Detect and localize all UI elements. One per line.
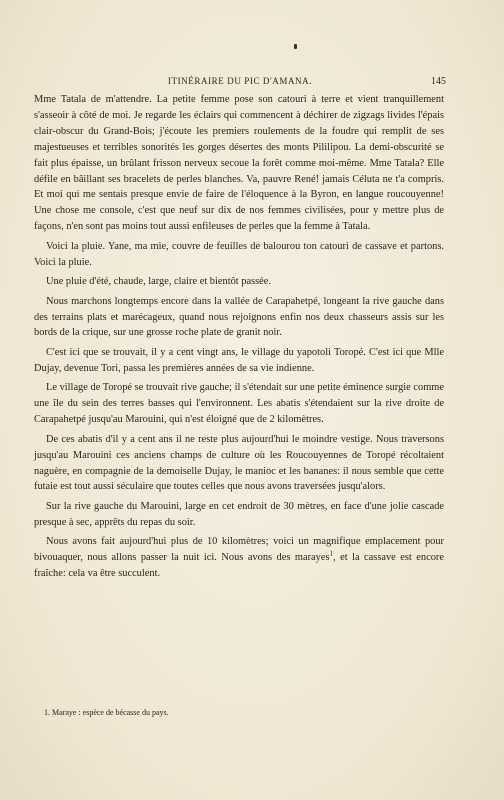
paragraph-text: , et la cassave est encore fraîche: cela va être succulent.	[34, 552, 444, 580]
paragraph: Sur la rive gauche du Marouini, large en cet endroit de 30 mètres, en face d'une jolie cascade presque à sec, apprêts du repas du soir.	[34, 500, 444, 528]
footnote: 1. Maraye : espèce de bécasse du pays.	[44, 708, 169, 717]
paragraph: Nous marchons longtemps encore dans la vallée de Carapahetpé, longeant la rive gauche dans des terrains plats et marécageux, quand nous rejoignons enfin nos deux chasseurs assis sur les bords de la crique, sur une grosse roche plate de granit noir.	[34, 295, 444, 339]
paragraph-text: Nous avons fait aujourd'hui plus de 10 kilomètres; voici un magnifique emplacement pour bivouaquer, nous allons passer la nuit ici. Nous avons des marayes	[34, 536, 444, 564]
paragraph: Une pluie d'été, chaude, large, claire et bientôt passée.	[46, 276, 271, 288]
paragraph-last	[34, 534, 444, 582]
footnote-reference: 1	[329, 549, 333, 558]
paragraph: De ces abatis d'il y a cent ans il ne reste plus aujourd'hui le moindre vestige. Nous traversons jusqu'au Marouini ces anciens champs de culture où les Roucouyennes de Toropé récoltaient naguère, en compagnie de la demoiselle Dujay, le manioc et les bananes: il nous semble que cette futaie est tout aussi séculaire que toutes celles que nous avons traversées jusqu'alors.	[34, 433, 444, 493]
ink-mark	[294, 44, 297, 49]
paragraph: Mme Tatala de m'attendre. La petite femme pose son catouri à terre et vient tranquillement s'asseoir à côté de moi. Je regarde les éclairs qui commencent à déchirer de zigzags livides l'épais clair-obscur du Grand-Bois; j'écoute les premiers roulements de la foudre qui remplit de ses majestueuses et terribles sonorités les gorges désertes des monts Pililipou. La demi-obscurité se fait plus épaisse, un brûlant frisson nerveux secoue la forêt comme moi-même. Mme Tatala? Elle défile en bâillant ses bracelets de perles blanches. Va, pauvre René! jamais Céluta ne t'a compris. Et moi qui me sentais presque envie de faire de l'éloquence à la Byron, en langue roucouyenne! Une chose me console, c'est que neuf sur dix de nos femmes civilisées, pour y mettre plus de façons, n'en sont pas moins tout aussi enfileuses de perles que la femme à Tatala.	[34, 94, 444, 233]
page-number: 145	[431, 76, 446, 87]
running-title: ITINÉRAIRE DU PIC D'AMANA.	[167, 76, 313, 86]
paragraph: C'est ici que se trouvait, il y a cent vingt ans, le village du yapotoli Toropé. C'est ici que Mlle Dujay, devenue Tori, passa les premières années de sa vie indienne.	[34, 346, 444, 374]
paragraph: Le village de Toropé se trouvait rive gauche; il s'étendait sur une petite éminence surgie comme une île du sein des terres basses qui l'environnent. Les abatis s'étendaient sur la rive droite de Carapahetpé jusqu'au Marouini, qui n'est éloigné que de 2 kilomètres.	[34, 382, 444, 426]
page-header	[34, 76, 446, 90]
body-text	[34, 92, 444, 586]
paragraph: Voici la pluie. Yane, ma mie, couvre de feuilles de balourou ton catouri de cassave et partons. Voici la pluie.	[34, 240, 444, 268]
